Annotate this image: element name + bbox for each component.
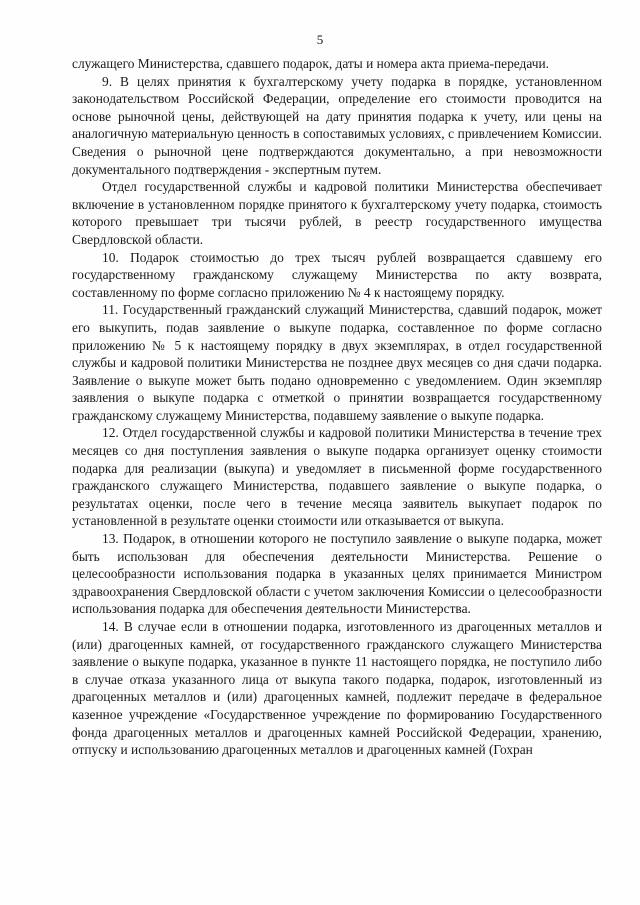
- paragraph-9-registry: Отдел государственной службы и кадровой политики Министерства обеспечивает включение в установленном порядке принятого к бухгалтерскому учету подарка, стоимость которого превышает три тысячи рублей, в реестр государственного имущества Свердловской области.: [72, 179, 602, 247]
- paragraph-11: 11. Государственный гражданский служащий Министерства, сдавший подарок, может его выкупить, подав заявление о выкупе подарка, составленное по форме согласно приложению № 5 к настоящему порядку в двух экземплярах, в отдел государственной службы и кадровой политики Министерства не позднее двух месяцев со дня сдачи подарка. Заявление о выкупе может быть подано одновременно с уведомлением. Один экземпляр заявления о выкупе подарка с отметкой о принятии возвращается государственному гражданскому служащему Министерства, подавшему заявление о выкупе подарка.: [72, 302, 602, 423]
- paragraph-13: 13. Подарок, в отношении которого не поступило заявление о выкупе подарка, может быть использован для обеспечения деятельности Министерства. Решение о целесообразности использования подарка в указанных целях принимается Министром здравоохранения Свердловской области с учетом заключения Комиссии о целесообразности использования подарка для обеспечения деятельности Министерства.: [72, 531, 602, 617]
- paragraph-continuation: служащего Министерства, сдавшего подарок, даты и номера акта приема-передачи.: [72, 56, 550, 71]
- paragraph-9: 9. В целях принятия к бухгалтерскому учету подарка в порядке, установленном законодательством Российской Федерации, определение его стоимости проводится на основе рыночной цены, действующей на дату принятия подарка к учету, или цены на аналогичную материальную ценность в сопоставимых условиях, с привлечением Комиссии. Сведения о рыночной цене подтверждаются документально, а при невозможности документального подтверждения - экспертным путем.: [72, 73, 602, 177]
- paragraph-10: 10. Подарок стоимостью до трех тысяч рублей возвращается сдавшему его государственному гражданскому служащему Министерства по акту возврата, составленному по форме согласно приложению № 4 к настоящему порядку.: [72, 249, 602, 300]
- page-number: 5: [316, 32, 324, 47]
- paragraph-12: 12. Отдел государственной службы и кадровой политики Министерства в течение трех месяцев со дня поступления заявления о выкупе подарка организует оценку стоимости подарка для реализации (выкупа) и уведомляет в письменной форме государственного гражданского служащего Министерства, подавшего заявление о выкупе подарка, о результатах оценки, после чего в течение месяца заявитель выкупает подарок по установленной в результате оценки стоимости или отказывается от выкупа.: [72, 425, 602, 529]
- paragraph-14: 14. В случае если в отношении подарка, изготовленного из драгоценных металлов и (или) драгоценных камней, от государственного гражданского служащего Министерства заявление о выкупе подарка, указанное в пункте 11 настоящего порядка, не поступило либо в случае отказа указанного лица от выкупа такого подарка, подарок, изготовленный из драгоценных металлов и (или) драгоценных камней, подлежит передаче в федеральное казенное учреждение «Государственное учреждение по формированию Государственного фонда драгоценных металлов и драгоценных камней Российской Федерации, хранению, отпуску и использованию драгоценных металлов и драгоценных камней (Гохран: [72, 619, 602, 758]
- document-body: [72, 55, 602, 759]
